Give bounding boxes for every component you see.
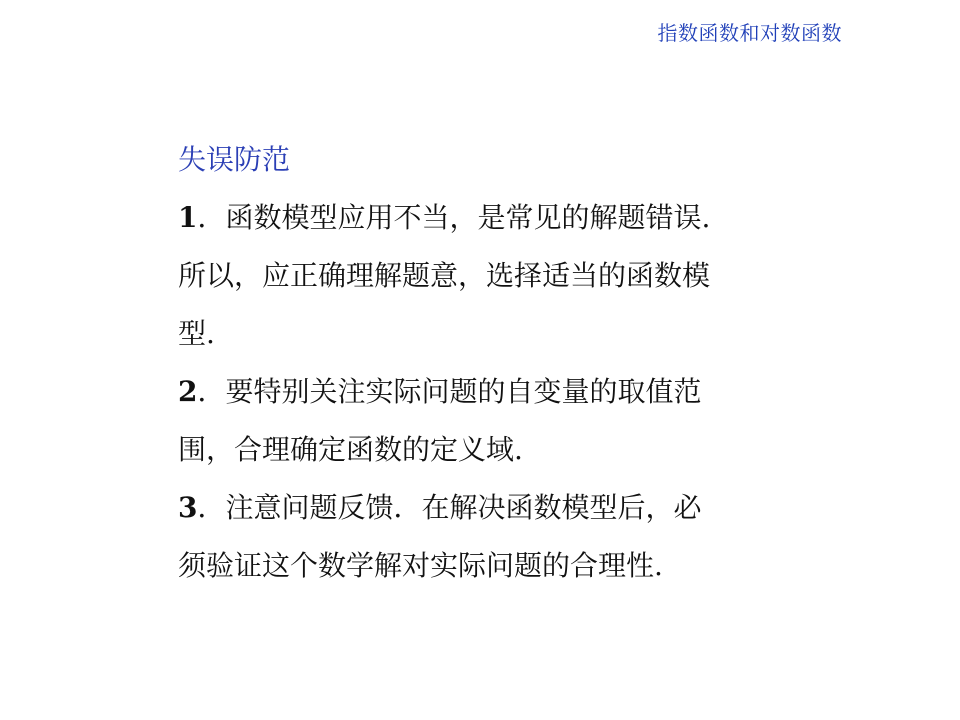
item-2-line-2: 围，合理确定函数的定义域. xyxy=(178,433,523,466)
item-3-text-1: ．注意问题反馈．在解决函数模型后，必 xyxy=(197,491,702,524)
content-area xyxy=(178,140,788,604)
item-1-line-3: 型. xyxy=(178,317,215,350)
page-header-title: 指数函数和对数函数 xyxy=(657,21,842,45)
section-title: 失误防范 xyxy=(178,143,291,176)
item-2-number: 2 xyxy=(178,375,198,408)
item-1-line-1 xyxy=(178,198,788,238)
item-1-number: 1 xyxy=(178,201,198,234)
list-item-3 xyxy=(178,488,788,586)
item-2-text-1: ．要特别关注实际问题的自变量的取值范 xyxy=(197,375,702,408)
item-1-text-1: ．函数模型应用不当，是常见的解题错误. xyxy=(197,201,711,234)
item-3-number: 3 xyxy=(178,491,198,524)
item-3-line-2: 须验证这个数学解对实际问题的合理性. xyxy=(178,549,663,582)
list-item-2 xyxy=(178,372,788,470)
item-1-line-2: 所以，应正确理解题意，选择适当的函数模 xyxy=(178,259,711,292)
item-2-line-1 xyxy=(178,372,788,412)
list-item-1 xyxy=(178,198,788,354)
item-3-line-1 xyxy=(178,488,788,528)
